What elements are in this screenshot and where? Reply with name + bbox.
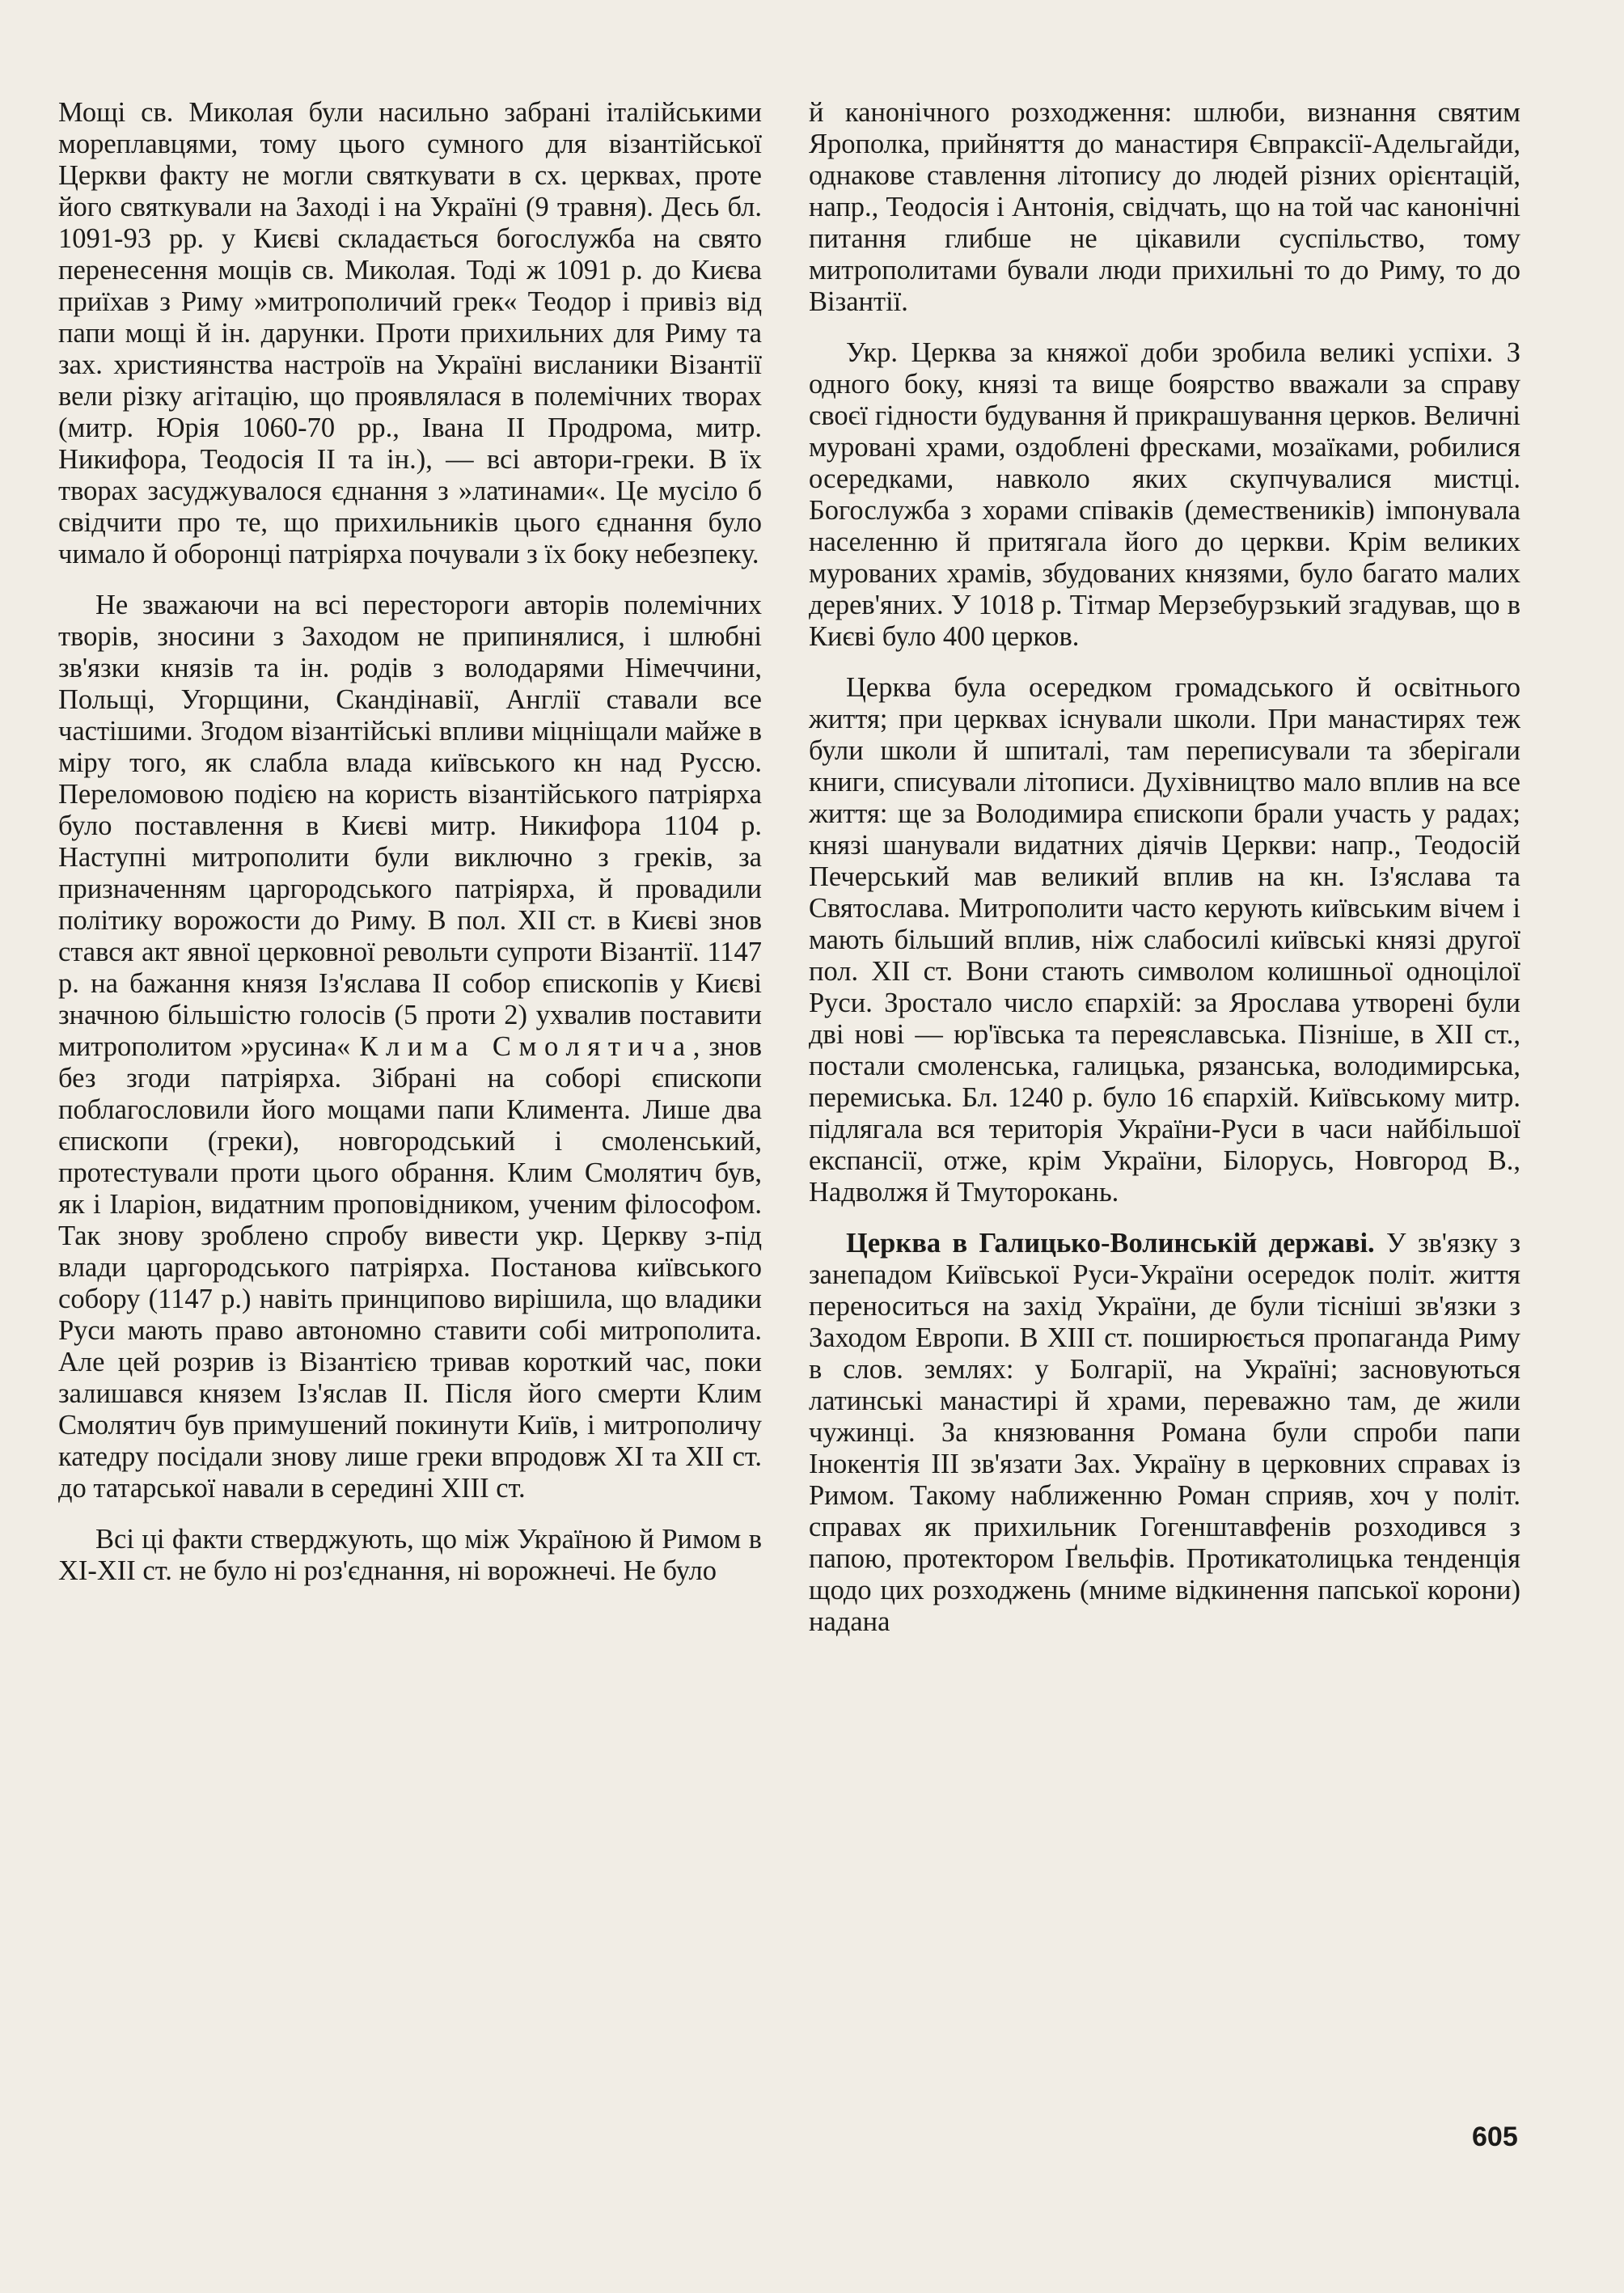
right-paragraph-1: й канонічного розходження: шлюби, визнання святим Ярополка, прийняття до манастиря Євпраксії-Адельгайди, однакове ставлення літопису до людей різних орієнтацій, напр., Теодосія і Антонія, свідчать, що на той час канонічні питання глибше не цікавили суспільство, тому митрополитами бували люди прихильні то до Риму, то до Візантії. [809,97,1520,317]
left-column [58,97,762,1606]
page-number: 605 [1472,2122,1518,2152]
right-paragraph-4 [809,1228,1520,1638]
section-heading: Церква в Галицько-Волинській державі. [846,1228,1375,1259]
left-paragraph-2-end: , знов без згоди патріярха. Зібрані на соборі єпископи поблагословили його мощами папи Климента. Лише два єпископи (греки), новгородський і смоленський, протестували проти цього обрання. Клим Смолятич був, як і Іларіон, видатним проповідником, ученим філософом. Так знову зроблено спробу вивести укр. Церкву з-під влади царгородського патріярха. Постанова київського собору (1147 р.) навіть принципово вирішила, що владики Руси мають право автономно ставити собі митрополита. Але цей розрив із Візантією тривав короткий час, поки залишався князем Із'яслав II. Після його смерти Клим Смолятич був примушений покинути Київ, і митрополичу катедру посідали знову лише греки впродовж XI та XII ст. до татарської навали в середині XIII ст. [58,1031,763,1504]
left-paragraph-1: Мощі св. Миколая були насильно забрані італійськими мореплавцями, тому цього сумного для візантійської Церкви факту не могли святкувати в сх. церквах, проте його святкували на Заході і на Україні (9 травня). Десь бл. 1091-93 рр. у Києві складається богослужба на свято перенесення мощів св. Миколая. Тоді ж 1091 р. до Києва приїхав з Риму »митрополичий грек« Теодор і привіз від папи мощі й ін. дарунки. Проти прихильних для Риму та зах. християнства настроїв на Україні висланики Візантії вели різку агітацію, що проявлялася в полемічних творах (митр. Юрія 1060-70 рр., Івана II Продрома, митр. Никифора, Теодосія II та ін.), — всі автори-греки. В їх творах засуджувалося єднання з »латинами«. Це мусіло б свідчити про те, що прихильників цього єднання було чимало й оборонці патріярха почували з їх боку небезпеку. [58,97,762,569]
klym-smoliatych-name: Клима Смолятича [359,1031,693,1062]
right-column [809,97,1520,1657]
right-paragraph-2: Укр. Церква за княжої доби зробила великі успіхи. З одного боку, князі та вище боярство вважали за справу своєї гідности будування й прикрашування церков. Величні муровані храми, оздоблені фресками, мозаїками, робилися осередками, навколо яких скупчувалися мистці. Богослужба з хорами співаків (демествеників) імпонувала населенню й притягала його до церкви. Крім великих мурованих храмів, збудованих князями, було багато малих дерев'яних. У 1018 р. Тітмар Мерзебурзький згадував, що в Києві було 400 церков. [809,337,1520,652]
left-paragraph-2-start: Не зважаючи на всі перестороги авторів полемічних творів, зносини з Заходом не припинялися, і шлюбні зв'язки князів та ін. родів з володарями Німеччини, Польщі, Угорщини, Скандінавії, Англії ставали все частішими. Згодом візантійські впливи міцніщали майже в міру того, як слабла влада київського кн над Руссю. Переломовою подією на користь візантійського патріярха було поставлення в Києві митр. Никифора 1104 р. Наступні митрополити були виключно з греків, за призначенням царгородського патріярха, й провадили політику ворожости до Риму. В пол. XII ст. в Києві знов стався акт явної церковної револьти супроти Візантії. 1147 р. на бажання князя Із'яслава II собор єпископів у Києві значною більшістю голосів (5 проти 2) ухвалив поставити митрополитом »русина« [58,590,762,1062]
right-paragraph-4-text: У зв'язку з занепадом Київської Руси-України осередок політ. життя переноситься на захід України, де були тісніші зв'язки з Заходом Европи. В XIII ст. поширюється пропаганда Риму в слов. землях: у Болгарії, на Україні; засновуються латинські манастирі й храми, переважно там, де жили чужинці. За князювання Романа були спроби папи Інокентія III зв'язати Зах. Україну в церковних справах із Римом. Такому наближенню Роман сприяв, хоч у політ. справах як прихильник Гогенштавфенів розходився з папою, протектором Ґвельфів. Протикатолицька тенденція щодо цих розходжень (мниме відкинення папської корони) надана [809,1228,1520,1637]
right-paragraph-3: Церква була осередком громадського й освітнього життя; при церквах існували школи. При манастирях теж були школи й шпиталі, там переписували та зберігали книги, списували літописи. Духівництво мало вплив на все життя: ще за Володимира єпископи брали участь у радах; князі шанували видатних діячів Церкви: напр., Теодосій Печерський мав великий вплив на кн. Із'яслава та Святослава. Митрополити часто керують київським вічем і мають більший вплив, ніж слабосилі київські князі другої пол. XII ст. Вони стають символом колишньої одноцілої Руси. Зростало число єпархій: за Ярослава утворені були дві нові — юр'ївська та переяславська. Пізніше, в XII ст., постали смоленська, галицька, рязанська, володимирська, перемиська. Бл. 1240 р. було 16 єпархій. Київському митр. підлягала вся територія України-Руси в часи найбільшої експансії, отже, крім України, Білорусь, Новгород В., Надволжя й Тмуторокань. [809,672,1520,1208]
left-paragraph-2 [58,590,762,1504]
left-paragraph-3: Всі ці факти стверджують, що між Україною й Римом в XI-XII ст. не було ні роз'єднання, ні ворожнечі. Не було [58,1524,762,1586]
